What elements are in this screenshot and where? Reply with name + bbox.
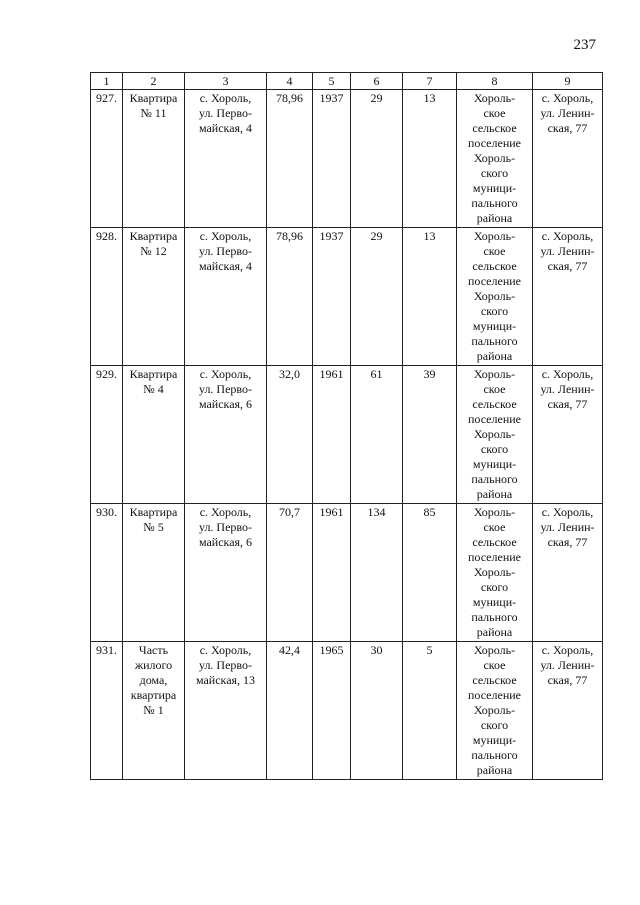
object-name: Часть жилого дома, квартира № 1	[123, 642, 185, 780]
table-row	[91, 504, 603, 642]
object-name: Квартира № 11	[123, 90, 185, 228]
header-cell: 4	[267, 73, 313, 90]
header-cell: 6	[351, 73, 403, 90]
object-name: Квартира № 5	[123, 504, 185, 642]
row-number: 930.	[91, 504, 123, 642]
row-number: 928.	[91, 228, 123, 366]
object-name: Квартира № 12	[123, 228, 185, 366]
column-7-value: 5	[403, 642, 457, 780]
object-holder: с. Хороль, ул. Ленин- ская, 77	[533, 228, 603, 366]
table-row	[91, 366, 603, 504]
object-address: с. Хороль, ул. Перво- майская, 4	[185, 228, 267, 366]
header-cell: 9	[533, 73, 603, 90]
column-7-value: 13	[403, 228, 457, 366]
column-6-value: 30	[351, 642, 403, 780]
row-number: 931.	[91, 642, 123, 780]
header-cell: 3	[185, 73, 267, 90]
object-holder: с. Хороль, ул. Ленин- ская, 77	[533, 366, 603, 504]
object-holder: с. Хороль, ул. Ленин- ская, 77	[533, 642, 603, 780]
object-area: 70,7	[267, 504, 313, 642]
column-7-value: 39	[403, 366, 457, 504]
column-6-value: 134	[351, 504, 403, 642]
column-7-value: 85	[403, 504, 457, 642]
object-area: 32,0	[267, 366, 313, 504]
object-owner: Хороль- ское сельское поселение Хороль- ского муници- пального района	[457, 366, 533, 504]
object-year: 1937	[313, 90, 351, 228]
header-cell: 8	[457, 73, 533, 90]
object-year: 1965	[313, 642, 351, 780]
table-row	[91, 642, 603, 780]
object-name: Квартира № 4	[123, 366, 185, 504]
object-year: 1961	[313, 504, 351, 642]
object-address: с. Хороль, ул. Перво- майская, 4	[185, 90, 267, 228]
object-address: с. Хороль, ул. Перво- майская, 6	[185, 504, 267, 642]
object-address: с. Хороль, ул. Перво- майская, 6	[185, 366, 267, 504]
row-number: 927.	[91, 90, 123, 228]
header-row	[91, 73, 603, 90]
table-row	[91, 228, 603, 366]
object-year: 1937	[313, 228, 351, 366]
column-6-value: 61	[351, 366, 403, 504]
object-address: с. Хороль, ул. Перво- майская, 13	[185, 642, 267, 780]
object-area: 78,96	[267, 228, 313, 366]
table-row	[91, 90, 603, 228]
header-cell: 7	[403, 73, 457, 90]
header-cell: 1	[91, 73, 123, 90]
header-cell: 2	[123, 73, 185, 90]
object-holder: с. Хороль, ул. Ленин- ская, 77	[533, 90, 603, 228]
column-6-value: 29	[351, 228, 403, 366]
object-owner: Хороль- ское сельское поселение Хороль- ского муници- пального района	[457, 228, 533, 366]
column-6-value: 29	[351, 90, 403, 228]
column-7-value: 13	[403, 90, 457, 228]
object-owner: Хороль- ское сельское поселение Хороль- ского муници- пального района	[457, 90, 533, 228]
page-number: 237	[573, 37, 596, 53]
row-number: 929.	[91, 366, 123, 504]
header-cell: 5	[313, 73, 351, 90]
object-area: 78,96	[267, 90, 313, 228]
property-registry-table	[90, 72, 603, 780]
object-owner: Хороль- ское сельское поселение Хороль- ского муници- пального района	[457, 504, 533, 642]
object-area: 42,4	[267, 642, 313, 780]
object-year: 1961	[313, 366, 351, 504]
object-owner: Хороль- ское сельское поселение Хороль- ского муници- пального района	[457, 642, 533, 780]
object-holder: с. Хороль, ул. Ленин- ская, 77	[533, 504, 603, 642]
